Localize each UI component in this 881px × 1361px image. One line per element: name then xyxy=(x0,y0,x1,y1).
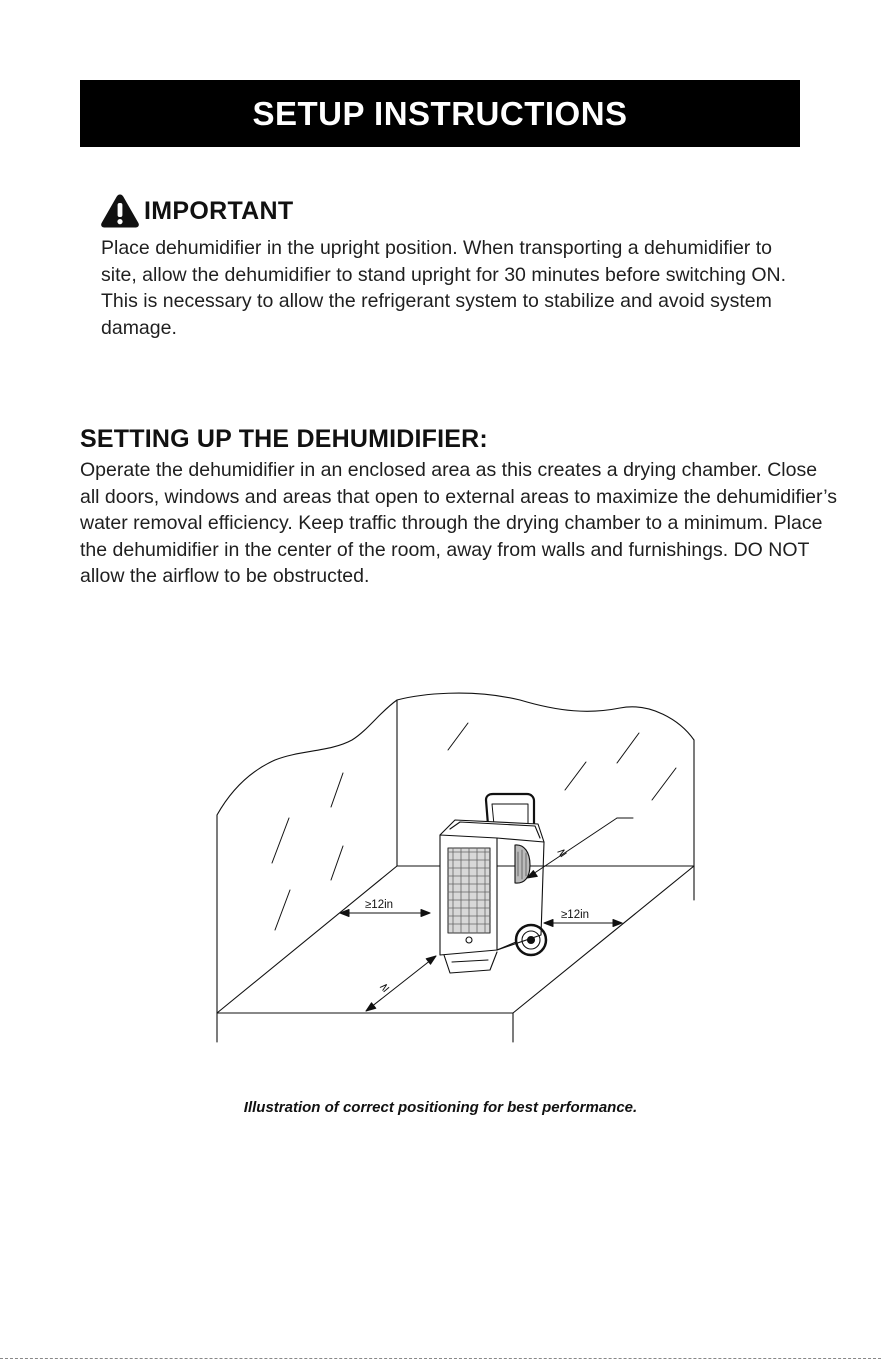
dehumidifier-unit xyxy=(440,794,546,973)
rear-clearance-symbol: ≥ xyxy=(553,843,570,861)
setup-section-text: Operate the dehumidifier in an enclosed area as this creates a drying chamber. Close all doors, windows and areas that open to external areas to maximize the dehumidifier’s water removal efficiency. Keep traffic through the drying chamber to a minimum. Place the dehumidifier in the center of the room, away from walls and furnishings. DO NOT allow the airflow to be obstructed. xyxy=(80,459,837,587)
important-notice-text: Place dehumidifier in the upright position. When transporting a dehumidifier to site, allow the dehumidifier to stand upright for 30 minutes before switching ON. This is necessary to allow the refrigerant system to stabilize and avoid system damage. xyxy=(101,237,787,339)
front-clearance-symbol: ≥ xyxy=(375,978,393,996)
page-bottom-border xyxy=(0,1358,881,1359)
illustration-caption: Illustration of correct positioning for best performance. xyxy=(243,1099,638,1116)
page-title: SETUP INSTRUCTIONS xyxy=(252,94,628,132)
important-label: IMPORTANT xyxy=(144,196,294,225)
left-clearance-label: ≥12in xyxy=(365,899,394,911)
right-clearance-label: ≥12in xyxy=(561,909,590,921)
setup-section-title: SETTING UP THE DEHUMIDIFIER: xyxy=(80,425,488,453)
